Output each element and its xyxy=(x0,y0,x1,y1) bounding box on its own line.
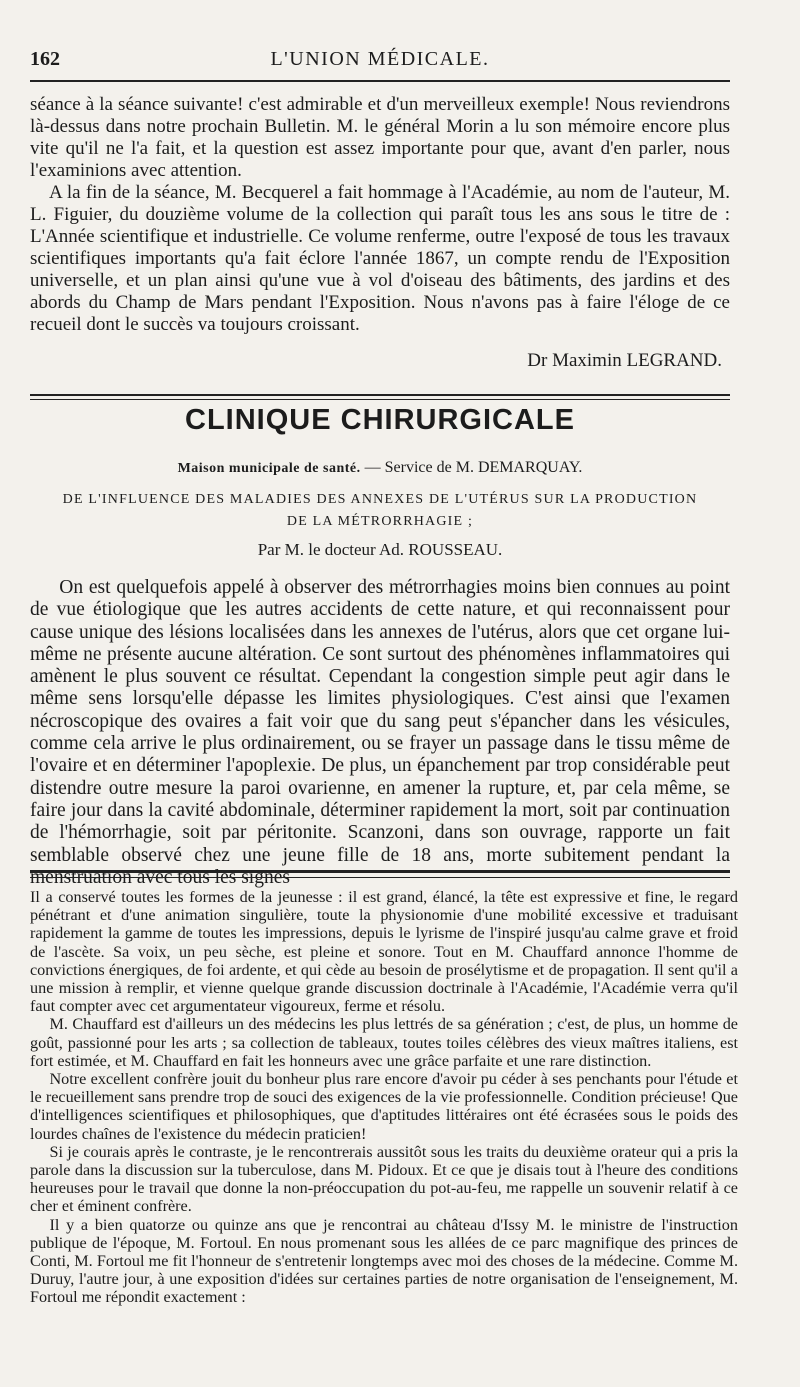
paragraph: On est quelquefois appelé à observer des métrorrhagies moins bien connues au point de vue étiologique que les autres accidents de cette nature, et qui reconnaissent pour cause unique des lésions localisées dans les annexes de l'utérus, alors que cet organe lui-même ne présente aucune altération. Ce sont surtout des phénomènes inflammatoires qui amènent le plus souvent ce résultat. Cependant la congestion simple peut agir dans le même sens lorsqu'elle dépasse les limites physiologiques. C'est ainsi que l'examen nécroscopique des ovaires a fait voir que du sang peut s'épancher dans les vésicules, comme cela arrive le plus ordinairement, ou se frayer un passage dans le tissu même de l'ovaire et en déterminer l'apoplexie. De plus, un épanchement par trop considérable peut distendre outre mesure la paroi ovarienne, en amener la rupture, et, par cela même, se faire jour dans la cavité abdominale, déterminer rapidement la mort, soit par continuation de l'hémorrhagie, soit par péritonite. Scanzoni, dans son ouvrage, rapporte un fait semblable observé chez une jeune fille de 18 ans, morte subitement pendant la menstruation avec tous les signes xyxy=(30,577,730,888)
paragraph: Notre excellent confrère jouit du bonheur plus rare encore d'avoir pu céder à ses penchants pour l'étude et le recueillement sans prendre trop de souci des exigences de la vie professionnelle. Condition précieuse! Que d'intelligences scientifiques et philosophiques, que d'aptitudes littéraires ont été écrasées sous le poids des lourdes chaînes de l'existence du médecin praticien! xyxy=(30,1070,738,1143)
header-rule xyxy=(30,80,730,82)
feuilleton-text xyxy=(30,888,738,1307)
paragraph: Il a conservé toutes les formes de la jeunesse : il est grand, élancé, la tête est expressive et fine, le regard pénétrant et d'une animation singulière, toute la physionomie d'une mobilité excessive et traduisant rapidement la gamme de toutes les impressions, depuis le lyrisme de l'inspiré jusqu'au calme grave et froid de l'ascète. Sa voix, un peu sèche, est pleine et sonore. Tout en M. Chauffard annonce l'homme de convictions énergiques, de foi ardente, et qui cède au besoin de prosélytisme et de propagation. Il sent qu'il a une mission à remplir, et vienne quelque grande discussion doctrinale à l'Académie, l'Académie verra qu'il faut compter avec cet argumentateur vigoureux, ferme et résolu. xyxy=(30,888,738,1016)
feuilleton-separator xyxy=(30,870,730,878)
article-author: Par M. le docteur Ad. ROUSSEAU. xyxy=(257,540,503,559)
institution-name: Maison municipale de santé. xyxy=(177,461,361,476)
paragraph: Il y a bien quatorze ou quinze ans que je rencontrai au château d'Issy M. le ministre de l'instruction publique de l'époque, M. Fortoul. En nous promenant sous les allées de ce parc magnifique des princes de Conti, M. Fortoul me fit l'honneur de s'entretenir longtemps avec moi des choses de la médecine. Comme M. Duruy, l'autre jour, à une exposition d'idées sur certaines parties de notre organisation de l'enseignement, M. Fortoul me répondit exactement : xyxy=(30,1215,738,1307)
author-signature: Dr Maximin LEGRAND. xyxy=(527,350,722,371)
article-title xyxy=(30,489,730,533)
running-title: L'UNION MÉDICALE. xyxy=(270,48,490,70)
page-header xyxy=(30,48,730,78)
paragraph: Si je courais après le contraste, je le rencontrerais aussitôt sous les traits du deuxième orateur qui a pris la parole dans la discussion sur la tuberculose, dans M. Pidoux. Et ce que je disais tout à l'heure des conditions heureuses pour le travail que donne la non-préoccupation du pot-au-feu, me rappelle un souvenir relatif à ce cher et éminent confrère. xyxy=(30,1142,738,1216)
section-title: CLINIQUE CHIRURGICALE xyxy=(185,404,575,436)
article-title-line: DE L'INFLUENCE DES MALADIES DES ANNEXES DE L'UTÉRUS SUR LA PRODUCTION xyxy=(62,492,698,507)
academy-report-text xyxy=(30,94,730,336)
article-title-line: DE LA MÉTRORRHAGIE ; xyxy=(286,514,474,529)
paragraph: M. Chauffard est d'ailleurs un des médecins les plus lettrés de sa génération ; c'est, de plus, un homme de goût, passionné pour les arts ; sa collection de tableaux, toutes toiles célèbres des vieux maîtres italiens, est fort estimée, et M. Chauffard en fait les honneurs avec une grâce parfaite et une rare distinction. xyxy=(30,1015,738,1070)
paragraph: A la fin de la séance, M. Becquerel a fait hommage à l'Académie, au nom de l'auteur, M. L. Figuier, du douzième volume de la collection qui paraît tous les ans sous le titre de : L'Année scientifique et industrielle. Ce volume renferme, outre l'exposé de tous les travaux scientifiques importants qu'a fait éclore l'année 1867, un compte rendu de l'Exposition universelle, et un plan ainsi qu'une vue à vol d'oiseau des bâtiments, des jardins et des abords du Champ de Mars pendant l'Exposition. Nous n'avons pas à faire l'éloge de ce recueil dont le succès va toujours croissant. xyxy=(30,182,730,335)
paragraph: séance à la séance suivante! c'est admirable et d'un merveilleux exemple! Nous reviendrons là-dessus dans notre prochain Bulletin. M. le général Morin a lu son mémoire encore plus vite qu'il ne l'a fait, et la question est assez importante pour que, avant d'en parler, nous l'examinions avec attention. xyxy=(30,94,730,181)
service-line xyxy=(30,459,730,477)
service-name: — Service de M. DEMARQUAY. xyxy=(364,459,583,476)
article-body xyxy=(30,577,730,889)
section-separator xyxy=(30,394,730,400)
page-number: 162 xyxy=(30,48,60,70)
